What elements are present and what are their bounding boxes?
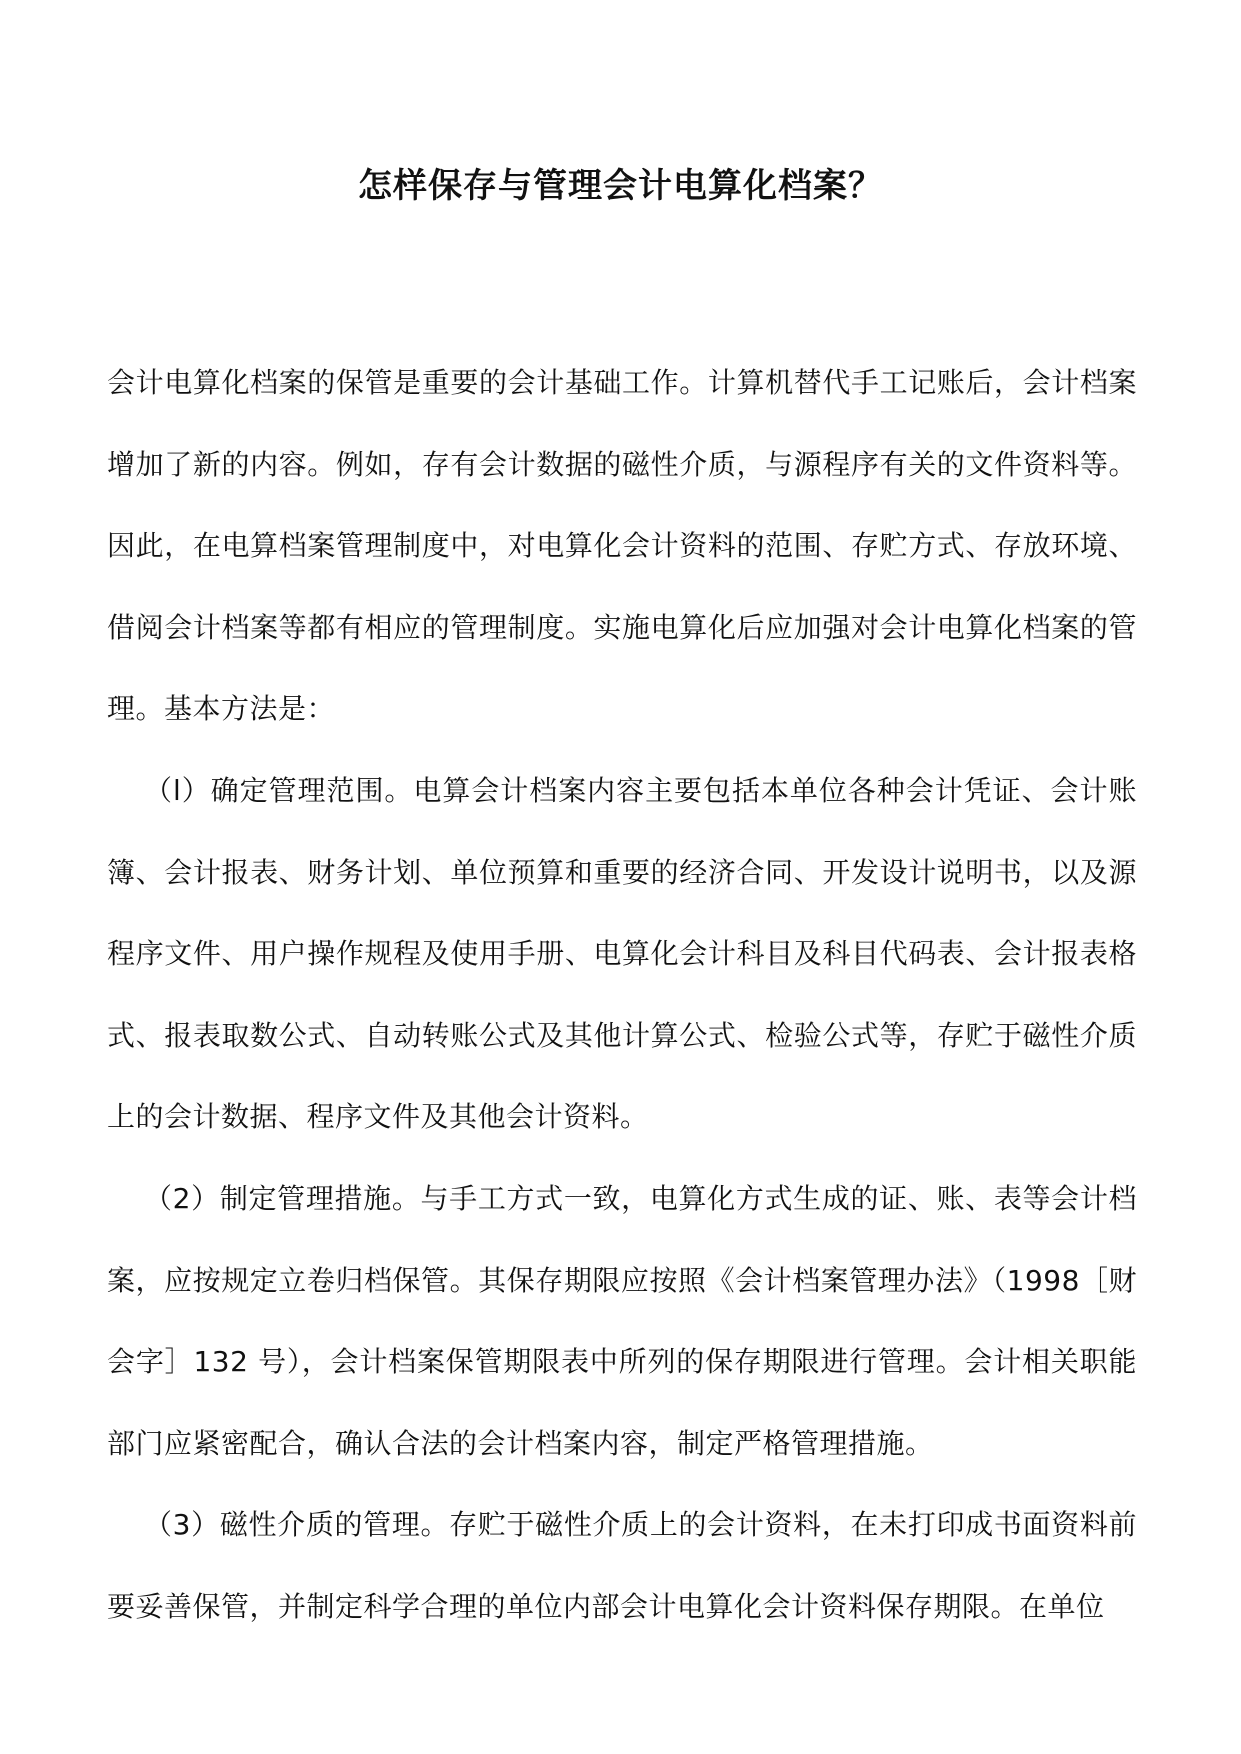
- paragraph-intro: 会计电算化档案的保管是重要的会计基础工作。计算机替代手工记账后，会计档案增加了新的内容。例如，存有会计数据的磁性介质，与源程序有关的文件资料等。因此，在电算档案管理制度中，对电算化会计资料的范围、存贮方式、存放环境、借阅会计档案等都有相应的管理制度。实施电算化后应加强对会计电算化档案的管理。基本方法是：: [107, 366, 1137, 726]
- document-body: [107, 342, 1137, 1648]
- paragraph-measures: （2）制定管理措施。与手工方式一致，电算化方式生成的证、账、表等会计档案，应按规定立卷归档保管。其保存期限应按照《会计档案管理办法》（1998［财会字］132 号），会计档案保管期限表中所列的保存期限进行管理。会计相关职能部门应紧密配合，确认合法的会计档案内容，制定严格管理措施。: [107, 1181, 1137, 1460]
- paragraph-magnetic-media: （3）磁性介质的管理。存贮于磁性介质上的会计资料，在未打印成书面资料前要妥善保管，并制定科学合理的单位内部会计电算化会计资料保存期限。在单位: [107, 1508, 1137, 1623]
- document-title: 怎样保存与管理会计电算化档案？: [358, 166, 883, 206]
- paragraph-scope: （l）确定管理范围。电算会计档案内容主要包括本单位各种会计凭证、会计账簿、会计报表、财务计划、单位预算和重要的经济合同、开发设计说明书，以及源程序文件、用户操作规程及使用手册、电算化会计科目及科目代码表、会计报表格式、报表取数公式、自动转账公式及其他计算公式、检验公式等，存贮于磁性介质上的会计数据、程序文件及其他会计资料。: [107, 773, 1137, 1134]
